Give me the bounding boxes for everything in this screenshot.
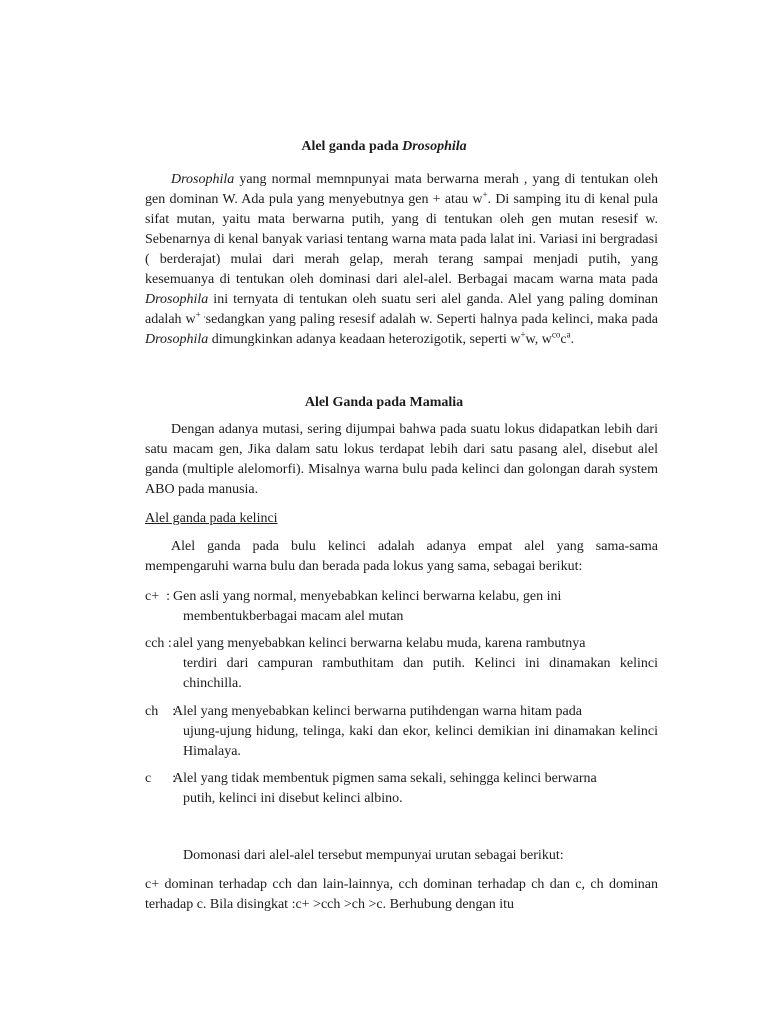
paragraph-dominan-terhadap: c+ dominan terhadap cch dan lain-lainnya, cch dominan terhadap ch dan c, ch dominan terhadap c. Bila disingkat :c+ >cch >ch >c. Berhubung dengan itu: [145, 877, 658, 912]
allele-item-c-plus: [145, 587, 658, 627]
allele-description: Alel yang tidak membentuk pigmen sama sekali, sehingga kelinci berwarna putih, kelinci ini disebut kelinci albino.: [173, 771, 597, 806]
allele-description: Gen asli yang normal, menyebabkan kelinci berwarna kelabu, gen ini membentukberbagai macam alel mutan: [173, 589, 562, 624]
allele-code: c :: [145, 771, 177, 786]
section-title-mamalia: Alel Ganda pada Mamalia: [304, 395, 464, 410]
section-title-drosophila: Alel ganda pada Drosophila: [301, 139, 467, 154]
allele-code: cch :: [145, 636, 172, 651]
allele-description: alel yang menyebabkan kelinci berwarna kelabu muda, karena rambutnya terdiri dari campuran rambuthitam dan putih. Kelinci ini dinamakan kelinci chinchilla.: [173, 636, 658, 691]
allele-item-cch: [145, 634, 658, 694]
paragraph-urutan-dominasi: Domonasi dari alel-alel tersebut mempunyai urutan sebagai berikut:: [183, 848, 564, 863]
paragraph-drosophila: Drosophila yang normal memnpunyai mata berwarna merah , yang di tentukan oleh gen dominan W. Ada pula yang menyebutnya gen + atau w+. Di samping itu di kenal pula sifat mutan, yaitu mata berwarna putih, yang di tentukan oleh gen mutan resesif w. Sebenarnya di kenal banyak variasi tentang warna mata pada lalat ini. Variasi ini bergradasi ( berderajat) mulai dari merah gelap, merah terang sampai menjadi putih, yang kesemuanya di tentukan oleh dominasi dari alel-alel. Berbagai macam warna mata pada Drosophila ini ternyata di tentukan oleh suatu seri alel ganda. Alel yang paling dominan adalah w+ .sedangkan yang paling resesif adalah w. Seperti halnya pada kelinci, maka pada Drosophila dimungkinkan adanya keadaan heterozigotik, seperti w+w, $w^{co}c^a$.: [145, 172, 659, 347]
paragraph-mutasi: Dengan adanya mutasi, sering dijumpai bahwa pada suatu lokus didapatkan lebih dari satu macam gen, Jika dalam satu lokus terdapat lebih dari satu pasang alel, disebut alel ganda (multiple alelomorfi). Misalnya warna bulu pada kelinci dan golongan darah system ABO pada manusia.: [145, 422, 658, 497]
allele-description: Alel yang menyebabkan kelinci berwarna putihdengan warna hitam pada ujung-ujung hidung, telinga, kaki dan ekor, kelinci demikian ini dinamakan kelinci Himalaya.: [173, 704, 658, 759]
subheading-kelinci: Alel ganda pada kelinci: [145, 511, 278, 526]
allele-code: c+ :: [145, 589, 170, 604]
species-name: Drosophila: [402, 139, 467, 154]
allele-item-c: [145, 769, 658, 809]
allele-item-ch: [145, 702, 658, 762]
paragraph-empat-alel: Alel ganda pada bulu kelinci adalah adanya empat alel yang sama-sama mempengaruhi warna bulu dan berada pada lokus yang sama, sebagai berikut:: [145, 539, 658, 574]
allele-code: ch :: [145, 704, 177, 719]
